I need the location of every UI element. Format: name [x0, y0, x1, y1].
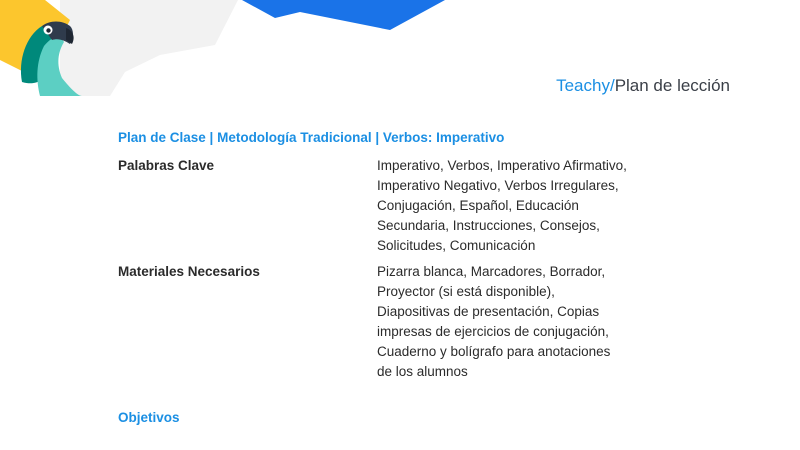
info-row-materials: [118, 262, 638, 382]
info-row-keywords: [118, 156, 638, 256]
blue-banner: [242, 0, 445, 30]
brand-name: Teachy: [556, 76, 610, 95]
row-value: Imperativo, Verbos, Imperativo Afirmativo, Imperativo Negativo, Verbos Irregulares, Conjugación, Español, Educación Secundaria, Instrucciones, Consejos, Solicitudes, Comunicación: [377, 158, 627, 253]
brand-breadcrumb: [556, 75, 730, 97]
plan-title: Plan de Clase | Metodología Tradicional | Verbos: Imperativo: [118, 130, 505, 145]
section-heading-objectives: Objetivos: [118, 410, 180, 425]
breadcrumb-separator: /: [609, 76, 615, 95]
row-label: Materiales Necesarios: [118, 264, 260, 279]
row-label: Palabras Clave: [118, 158, 215, 173]
gray-shape: [60, 0, 238, 96]
breadcrumb-section: Plan de lección: [614, 76, 730, 95]
lesson-plan-content: [118, 128, 638, 428]
row-value: Pizarra blanca, Marcadores, Borrador, Proyector (si está disponible), Diapositivas de presentación, Copias impresas de ejercicios de conjugación, Cuaderno y bolígrafo para anotaciones de los alumnos: [377, 264, 611, 379]
